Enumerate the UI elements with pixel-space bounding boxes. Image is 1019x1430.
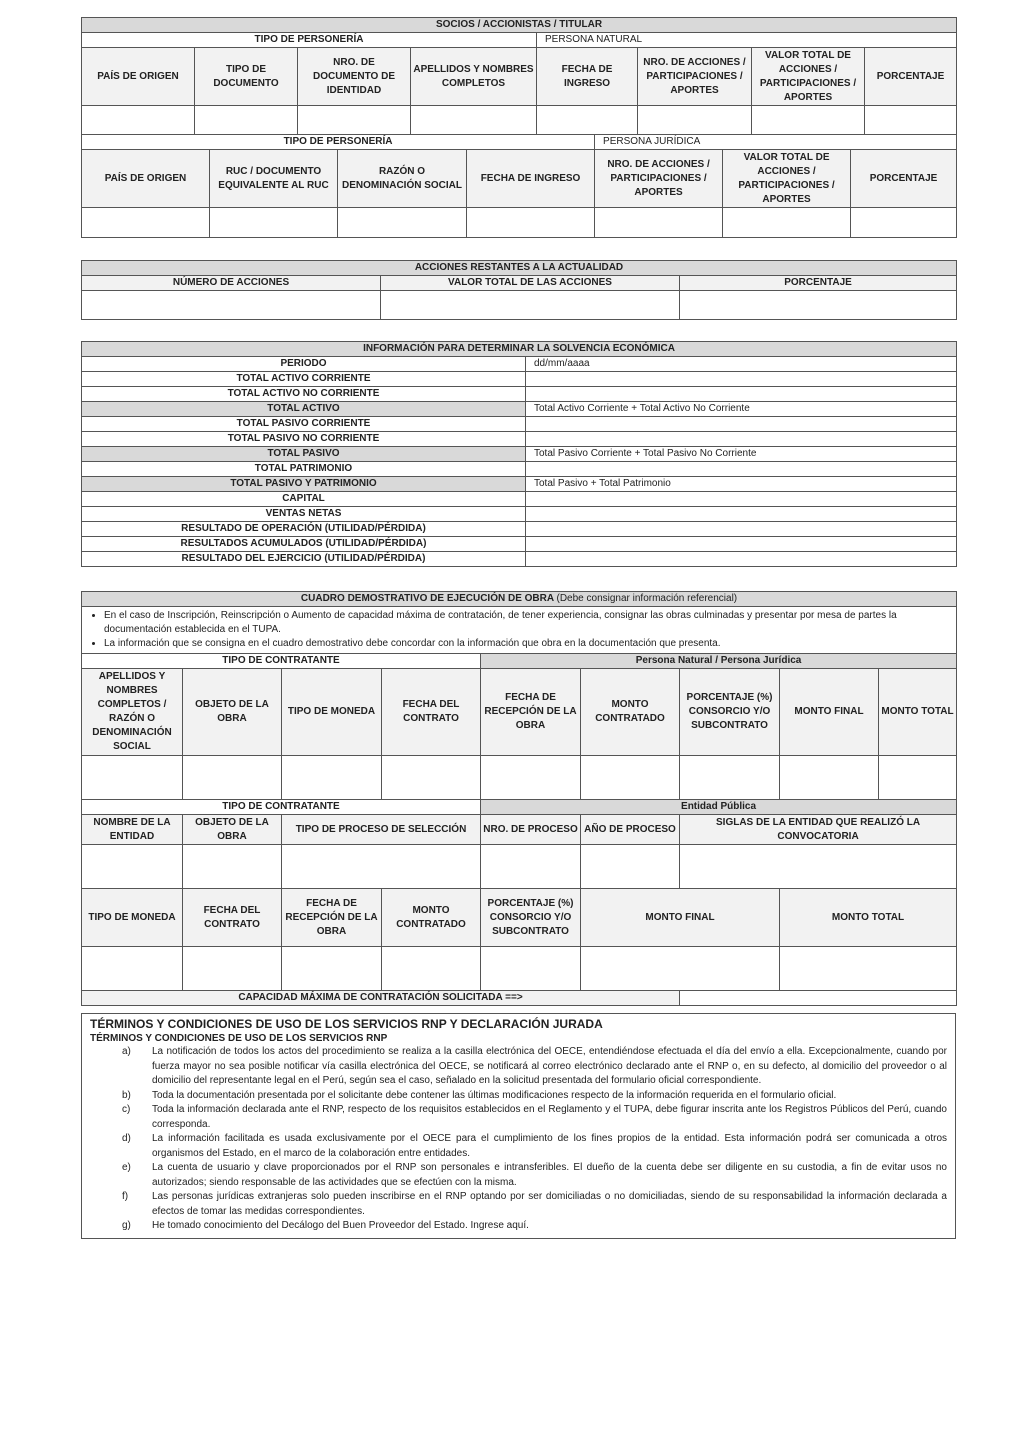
input-cell[interactable] [638, 106, 752, 135]
input-cell[interactable] [82, 106, 195, 135]
obra-notes [82, 607, 957, 654]
input-cell[interactable] [723, 208, 851, 238]
input-cell[interactable] [467, 208, 595, 238]
value-field[interactable] [526, 432, 957, 447]
value-field[interactable] [526, 507, 957, 522]
formula-field: Total Pasivo Corriente + Total Pasivo No Corriente [526, 447, 957, 462]
value-field[interactable] [526, 417, 957, 432]
col-tipo-proceso: TIPO DE PROCESO DE SELECCIÓN [282, 815, 481, 845]
terminos-item [90, 1045, 947, 1089]
col-monto-final: MONTO FINAL [780, 669, 879, 756]
row-label: TOTAL ACTIVO NO CORRIENTE [82, 387, 526, 402]
col-valor-total: VALOR TOTAL DE ACCIONES / PARTICIPACIONES / APORTES [723, 150, 851, 208]
row-label: VENTAS NETAS [82, 507, 526, 522]
tipo-personeria-label: TIPO DE PERSONERÍA [82, 135, 595, 150]
obra-title [82, 592, 957, 607]
col-nro-documento: NRO. DE DOCUMENTO DE IDENTIDAD [298, 48, 411, 106]
row-label: TOTAL ACTIVO [82, 402, 526, 417]
col-monto-total: MONTO TOTAL [879, 669, 957, 756]
item-text: La información facilitada es usada exclusivamente por el OECE para el cumplimiento de los fines propios de la entidad. Esta información podrá ser comunicada a otros organismos del Estado, en el marco de la colaboración entre entidades. [152, 1133, 947, 1159]
row-label: TOTAL PASIVO CORRIENTE [82, 417, 526, 432]
input-cell[interactable] [82, 947, 183, 991]
input-cell[interactable] [195, 106, 298, 135]
tipo-personeria-label: TIPO DE PERSONERÍA [82, 33, 537, 48]
terminos-item [90, 1190, 947, 1219]
solvencia-section [81, 341, 956, 567]
input-cell[interactable] [298, 106, 411, 135]
col-ruc: RUC / DOCUMENTO EQUIVALENTE AL RUC [210, 150, 338, 208]
col-objeto-obra: OBJETO DE LA OBRA [183, 669, 282, 756]
input-cell[interactable] [537, 106, 638, 135]
col-fecha-contrato: FECHA DEL CONTRATO [183, 889, 282, 947]
col-numero-acciones: NÚMERO DE ACCIONES [82, 276, 381, 291]
col-tipo-documento: TIPO DE DOCUMENTO [195, 48, 298, 106]
col-monto-contratado: MONTO CONTRATADO [581, 669, 680, 756]
col-porcentaje-consorcio: PORCENTAJE (%) CONSORCIO Y/O SUBCONTRATO [481, 889, 581, 947]
terminos-item [90, 1103, 947, 1132]
input-cell[interactable] [282, 756, 382, 800]
formula-field: Total Activo Corriente + Total Activo No Corriente [526, 402, 957, 417]
row-label: CAPITAL [82, 492, 526, 507]
obra-note-item: • La información que se consigna en el cuadro demostrativo debe concordar con la información que obra en la documentación que presenta. [104, 637, 950, 651]
input-cell[interactable] [183, 845, 282, 889]
col-fecha-ingreso: FECHA DE INGRESO [537, 48, 638, 106]
obra-table [81, 591, 957, 1006]
acciones-table [81, 260, 957, 320]
value-field[interactable] [526, 522, 957, 537]
item-letter: b) [122, 1089, 131, 1101]
input-cell[interactable] [411, 106, 537, 135]
obra-section [81, 591, 956, 1006]
col-valor-total: VALOR TOTAL DE ACCIONES / PARTICIPACIONES / APORTES [752, 48, 865, 106]
input-cell[interactable] [481, 947, 581, 991]
terminos-subtitle: TÉRMINOS Y CONDICIONES DE USO DE LOS SERVICIOS RNP [90, 1033, 388, 1044]
input-cell[interactable] [82, 845, 183, 889]
col-pais-origen: PAÍS DE ORIGEN [82, 48, 195, 106]
row-label: TOTAL PASIVO Y PATRIMONIO [82, 477, 526, 492]
item-letter: e) [122, 1162, 131, 1173]
col-porcentaje: PORCENTAJE [680, 276, 957, 291]
col-fecha-contrato: FECHA DEL CONTRATO [382, 669, 481, 756]
row-label: RESULTADO DEL EJERCICIO (UTILIDAD/PÉRDIDA) [82, 552, 526, 567]
input-cell[interactable] [282, 845, 481, 889]
col-apellidos-razon: APELLIDOS Y NOMBRES COMPLETOS / RAZÓN O DENOMINACIÓN SOCIAL [82, 669, 183, 756]
tipo-contratante-label: TIPO DE CONTRATANTE [82, 654, 481, 669]
input-cell[interactable] [581, 845, 680, 889]
socios-juridica-table [81, 135, 957, 238]
input-cell[interactable] [581, 756, 680, 800]
input-cell[interactable] [851, 208, 957, 238]
col-porcentaje-consorcio: PORCENTAJE (%) CONSORCIO Y/O SUBCONTRATO [680, 669, 780, 756]
input-cell[interactable] [481, 756, 581, 800]
col-fecha-recepcion: FECHA DE RECEPCIÓN DE LA OBRA [282, 889, 382, 947]
input-cell[interactable] [82, 291, 381, 320]
row-label: TOTAL PASIVO NO CORRIENTE [82, 432, 526, 447]
terminos-section [81, 1013, 956, 1239]
col-nro-acciones: NRO. DE ACCIONES / PARTICIPACIONES / APORTES [638, 48, 752, 106]
item-text: La cuenta de usuario y clave proporcionados por el RNP son personales e intransferibles. El dueño de la cuenta debe ser diligente en su custodia, a fin de evitar usos no autorizados; siendo responsable de las actividades que se efectúen con la misma. [152, 1162, 947, 1188]
input-cell[interactable] [381, 291, 680, 320]
obra-note-item: • En el caso de Inscripción, Reinscripción o Aumento de capacidad máxima de contratación, de tener experiencia, consignar las obras culminadas y presentar por mesa de partes la documentación establecida en el TUPA. [104, 609, 950, 637]
col-monto-total: MONTO TOTAL [780, 889, 957, 947]
value-field[interactable] [526, 492, 957, 507]
col-nro-acciones: NRO. DE ACCIONES / PARTICIPACIONES / APORTES [595, 150, 723, 208]
row-label: TOTAL ACTIVO CORRIENTE [82, 372, 526, 387]
input-cell[interactable] [481, 845, 581, 889]
input-cell[interactable] [82, 756, 183, 800]
terminos-item [90, 1132, 947, 1161]
input-cell[interactable] [183, 756, 282, 800]
value-field[interactable] [526, 372, 957, 387]
terminos-title: TÉRMINOS Y CONDICIONES DE USO DE LOS SERVICIOS RNP Y DECLARACIÓN JURADA [90, 1017, 603, 1031]
item-letter: c) [122, 1104, 131, 1115]
item-text: Las personas jurídicas extranjeras solo pueden inscribirse en el RNP optando por ser domiciliadas o no domiciliadas, siendo de su responsabilidad la información declarada a efectos de tomar las medidas correspondientes. [152, 1191, 947, 1217]
input-cell[interactable] [382, 947, 481, 991]
persona-natural-juridica-value: Persona Natural / Persona Jurídica [481, 654, 957, 669]
col-valor-total-acciones: VALOR TOTAL DE LAS ACCIONES [381, 276, 680, 291]
row-label: PERIODO [82, 357, 526, 372]
input-cell[interactable] [680, 845, 957, 889]
item-letter: f) [122, 1191, 129, 1202]
acciones-section [81, 260, 956, 320]
input-cell[interactable] [680, 756, 780, 800]
input-cell[interactable] [595, 208, 723, 238]
input-cell[interactable] [382, 756, 481, 800]
value-field[interactable] [526, 552, 957, 567]
terminos-item [90, 1089, 947, 1104]
col-siglas-entidad: SIGLAS DE LA ENTIDAD QUE REALIZÓ LA CONVOCATORIA [680, 815, 957, 845]
input-cell[interactable] [210, 208, 338, 238]
input-cell[interactable] [780, 947, 957, 991]
input-cell[interactable] [183, 947, 282, 991]
input-cell[interactable] [780, 756, 879, 800]
capacidad-label: CAPACIDAD MÁXIMA DE CONTRATACIÓN SOLICITADA ==> [82, 991, 680, 1006]
item-text: Toda la documentación presentada por el solicitante debe contener las últimas modificaciones respecto de la información requerida en el formulario oficial. [152, 1089, 837, 1101]
col-fecha-ingreso: FECHA DE INGRESO [467, 150, 595, 208]
col-anio-proceso: AÑO DE PROCESO [581, 815, 680, 845]
item-letter: g) [122, 1220, 131, 1231]
terminos-list [90, 1045, 947, 1234]
item-letter: a) [122, 1046, 131, 1057]
input-cell[interactable] [581, 947, 780, 991]
obra-title-text: CUADRO DEMOSTRATIVO DE EJECUCIÓN DE OBRA [300, 593, 554, 604]
col-porcentaje: PORCENTAJE [865, 48, 957, 106]
value-field[interactable] [526, 387, 957, 402]
item-text: Toda la información declarada ante el RNP, respecto de los requisitos establecidos en el Reglamento y el TUPA, debe figurar inscrita ante los Registros Públicos del Perú, cuando corresponda. [152, 1104, 947, 1130]
socios-table [81, 17, 957, 135]
input-cell[interactable] [752, 106, 865, 135]
row-label: RESULTADOS ACUMULADOS (UTILIDAD/PÉRDIDA) [82, 537, 526, 552]
item-text: La notificación de todos los actos del procedimiento se realiza a la casilla electrónica del OECE, entendiéndose efectuada el día del envío a ella. Excepcionalmente, cuando por fuerza mayor no sea posible notificar vía casilla electrónica del OECE, se notificará al correo electrónico declarado ante el RNP o, en su defecto, al domicilio del proveedor o al domicilio del representante legal en el Perú, según sea el caso, señalado en la solicitud presentada del formulario oficial correspondiente. [152, 1046, 947, 1086]
persona-juridica-value: PERSONA JURÍDICA [595, 135, 957, 150]
terminos-item [90, 1219, 947, 1234]
terminos-item [90, 1161, 947, 1190]
col-tipo-moneda: TIPO DE MONEDA [82, 889, 183, 947]
col-fecha-recepcion: FECHA DE RECEPCIÓN DE LA OBRA [481, 669, 581, 756]
formula-field: Total Pasivo + Total Patrimonio [526, 477, 957, 492]
capacidad-input[interactable] [680, 991, 957, 1006]
persona-natural-value: PERSONA NATURAL [537, 33, 957, 48]
value-field[interactable] [526, 462, 957, 477]
tipo-contratante-label: TIPO DE CONTRATANTE [82, 800, 481, 815]
socios-section [81, 17, 956, 238]
solvencia-table [81, 341, 957, 567]
col-nombre-entidad: NOMBRE DE LA ENTIDAD [82, 815, 183, 845]
obra-title-note: (Debe consignar información referencial) [556, 593, 738, 604]
input-cell[interactable] [338, 208, 467, 238]
col-apellidos-nombres: APELLIDOS Y NOMBRES COMPLETOS [411, 48, 537, 106]
row-label: TOTAL PASIVO [82, 447, 526, 462]
socios-title: SOCIOS / ACCIONISTAS / TITULAR [82, 18, 957, 33]
acciones-title: ACCIONES RESTANTES A LA ACTUALIDAD [82, 261, 957, 276]
value-field[interactable] [526, 537, 957, 552]
input-cell[interactable] [82, 208, 210, 238]
col-nro-proceso: NRO. DE PROCESO [481, 815, 581, 845]
input-cell[interactable] [879, 756, 957, 800]
col-monto-contratado: MONTO CONTRATADO [382, 889, 481, 947]
decalogo-link[interactable]: He tomado conocimiento del Decálogo del Buen Proveedor del Estado. Ingrese aquí. [152, 1220, 529, 1231]
col-objeto-obra: OBJETO DE LA OBRA [183, 815, 282, 845]
item-letter: d) [122, 1133, 131, 1144]
col-razon-social: RAZÓN O DENOMINACIÓN SOCIAL [338, 150, 467, 208]
col-pais-origen: PAÍS DE ORIGEN [82, 150, 210, 208]
input-cell[interactable] [865, 106, 957, 135]
col-tipo-moneda: TIPO DE MONEDA [282, 669, 382, 756]
row-label: TOTAL PATRIMONIO [82, 462, 526, 477]
row-label: RESULTADO DE OPERACIÓN (UTILIDAD/PÉRDIDA) [82, 522, 526, 537]
col-monto-final: MONTO FINAL [581, 889, 780, 947]
input-cell[interactable] [680, 291, 957, 320]
periodo-field[interactable]: dd/mm/aaaa [526, 357, 957, 372]
entidad-publica-value: Entidad Pública [481, 800, 957, 815]
input-cell[interactable] [282, 947, 382, 991]
solvencia-title: INFORMACIÓN PARA DETERMINAR LA SOLVENCIA ECONÓMICA [82, 342, 957, 357]
col-porcentaje: PORCENTAJE [851, 150, 957, 208]
